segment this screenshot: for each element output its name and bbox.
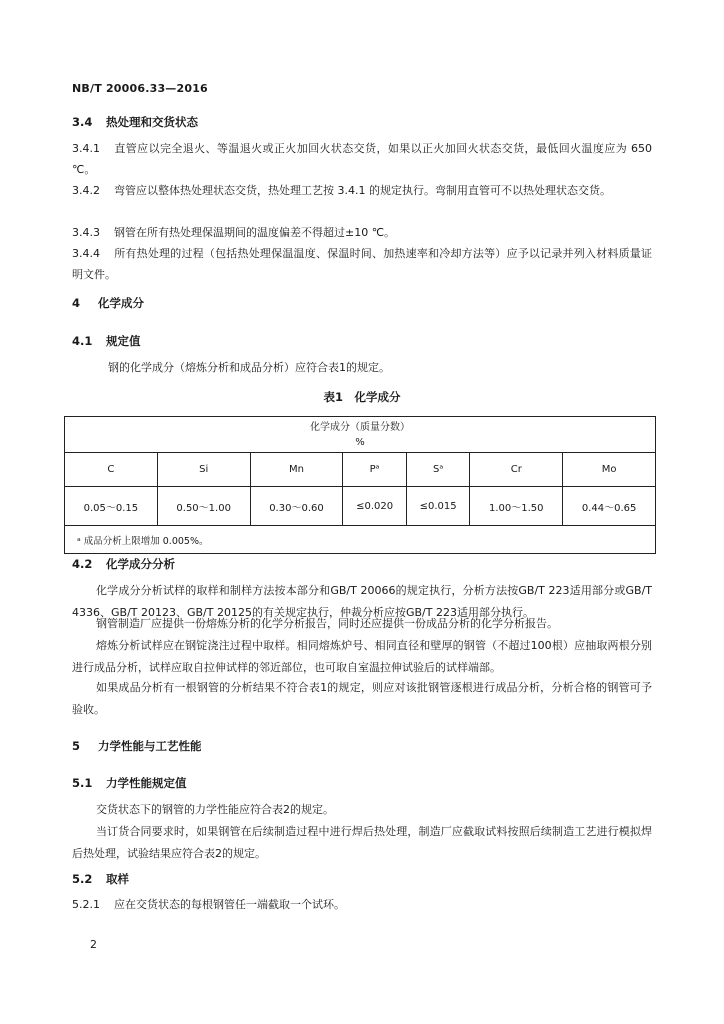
column-header: Si xyxy=(157,453,250,487)
table-cell: ≤0.020 xyxy=(343,487,407,526)
clause-5-2-1 xyxy=(72,894,652,915)
column-header: Mo xyxy=(563,453,656,487)
section-3-4-heading xyxy=(72,114,198,130)
section-number: 5.1 xyxy=(72,776,93,790)
section-title: 力学性能与工艺性能 xyxy=(98,739,202,753)
section-number: 5 xyxy=(72,739,81,753)
chemical-composition-table xyxy=(64,416,656,554)
section-4-2-heading xyxy=(72,556,175,572)
column-header: C xyxy=(65,453,158,487)
clause-4-2-para-1: 化学成分分析试样的取样和制样方法按本部分和GB/T 20066的规定执行，分析方法按GB/T 223适用部分或GB/T 4336、GB/T 20123、GB/T 20125的有关规定执行，仲裁分析应按GB/T 223适用部分执行。 xyxy=(72,584,652,619)
clause-3-4-1 xyxy=(72,138,652,180)
clause-3-4-3 xyxy=(72,222,652,243)
clause-text: 弯管应以整体热处理状态交货，热处理工艺按 3.4.1 的规定执行。弯制用直管可不以热处理状态交货。 xyxy=(114,184,611,197)
section-title: 化学成分分析 xyxy=(106,557,175,571)
clause-4-2-para-4: 如果成品分析有一根钢管的分析结果不符合表1的规定，则应对该批钢管逐根进行成品分析，分析合格的钢管可予验收。 xyxy=(72,681,652,716)
table-cell: ≤0.015 xyxy=(406,487,470,526)
standard-number: NB/T 20006.33—2016 xyxy=(72,82,208,95)
table-header-title: 化学成分（质量分数） xyxy=(310,421,410,433)
section-title: 力学性能规定值 xyxy=(106,776,187,790)
clause-5-1-para-2: 当订货合同要求时，如果钢管在后续制造过程中进行焊后热处理，制造厂应截取试料按照后续制造工艺进行模拟焊后热处理，试验结果应符合表2的规定。 xyxy=(72,825,652,860)
clause-4-2-para-3: 熔炼分析试样应在钢锭浇注过程中取样。相同熔炼炉号、相同直径和壁厚的钢管（不超过100根）应抽取两根分别进行成品分析，试样应取自拉伸试样的邻近部位，也可取自室温拉伸试验后的试样端部。 xyxy=(72,639,652,674)
table-cell: 0.50～1.00 xyxy=(157,487,250,526)
clause-4-1-text: 钢的化学成分（熔炼分析和成品分析）应符合表1的规定。 xyxy=(108,361,390,374)
clause-5-1-para-1: 交货状态下的钢管的力学性能应符合表2的规定。 xyxy=(96,803,334,816)
section-number: 3.4 xyxy=(72,115,93,129)
section-title: 规定值 xyxy=(106,334,141,348)
clause-number: 3.4.1 xyxy=(72,142,100,155)
table-header-unit: % xyxy=(355,436,365,448)
column-header: Cr xyxy=(470,453,563,487)
section-5-heading xyxy=(72,738,202,754)
table-cell: 0.30～0.60 xyxy=(250,487,343,526)
table-header-cell xyxy=(65,417,656,453)
section-4-heading xyxy=(72,295,144,311)
table-1-title: 表1 化学成分 xyxy=(323,390,401,404)
section-4-1-heading xyxy=(72,333,141,349)
section-5-1-heading xyxy=(72,775,187,791)
clause-number: 5.2.1 xyxy=(72,898,100,911)
section-5-2-heading xyxy=(72,871,129,887)
column-header: Sᵃ xyxy=(406,453,470,487)
clause-3-4-2 xyxy=(72,180,652,201)
section-number: 5.2 xyxy=(72,872,93,886)
clause-text: 应在交货状态的每根钢管任一端截取一个试环。 xyxy=(114,898,345,911)
section-number: 4 xyxy=(72,296,81,310)
clause-4-2-para-2: 钢管制造厂应提供一份熔炼分析的化学分析报告，同时还应提供一份成品分析的化学分析报告。 xyxy=(96,617,558,630)
table-cell: 1.00～1.50 xyxy=(470,487,563,526)
clause-number: 3.4.2 xyxy=(72,184,100,197)
column-header: Pᵃ xyxy=(343,453,407,487)
clause-text: 直管应以完全退火、等温退火或正火加回火状态交货，如果以正火加回火状态交货，最低回火温度应为 650 ℃。 xyxy=(72,142,652,176)
section-number: 4.1 xyxy=(72,334,93,348)
clause-text: 钢管在所有热处理保温期间的温度偏差不得超过±10 ℃。 xyxy=(114,226,396,239)
clause-number: 3.4.4 xyxy=(72,247,100,260)
section-number: 4.2 xyxy=(72,557,93,571)
page-number: 2 xyxy=(90,938,97,951)
table-footnote: ᵃ 成品分析上限增加 0.005%。 xyxy=(65,526,656,554)
clause-number: 3.4.3 xyxy=(72,226,100,239)
clause-text: 所有热处理的过程（包括热处理保温温度、保温时间、加热速率和冷却方法等）应予以记录并列入材料质量证明文件。 xyxy=(72,247,652,281)
table-cell: 0.05～0.15 xyxy=(65,487,158,526)
section-title: 取样 xyxy=(106,872,129,886)
table-cell: 0.44～0.65 xyxy=(563,487,656,526)
column-header: Mn xyxy=(250,453,343,487)
section-title: 化学成分 xyxy=(98,296,144,310)
clause-3-4-4 xyxy=(72,243,652,285)
section-title: 热处理和交货状态 xyxy=(106,115,198,129)
